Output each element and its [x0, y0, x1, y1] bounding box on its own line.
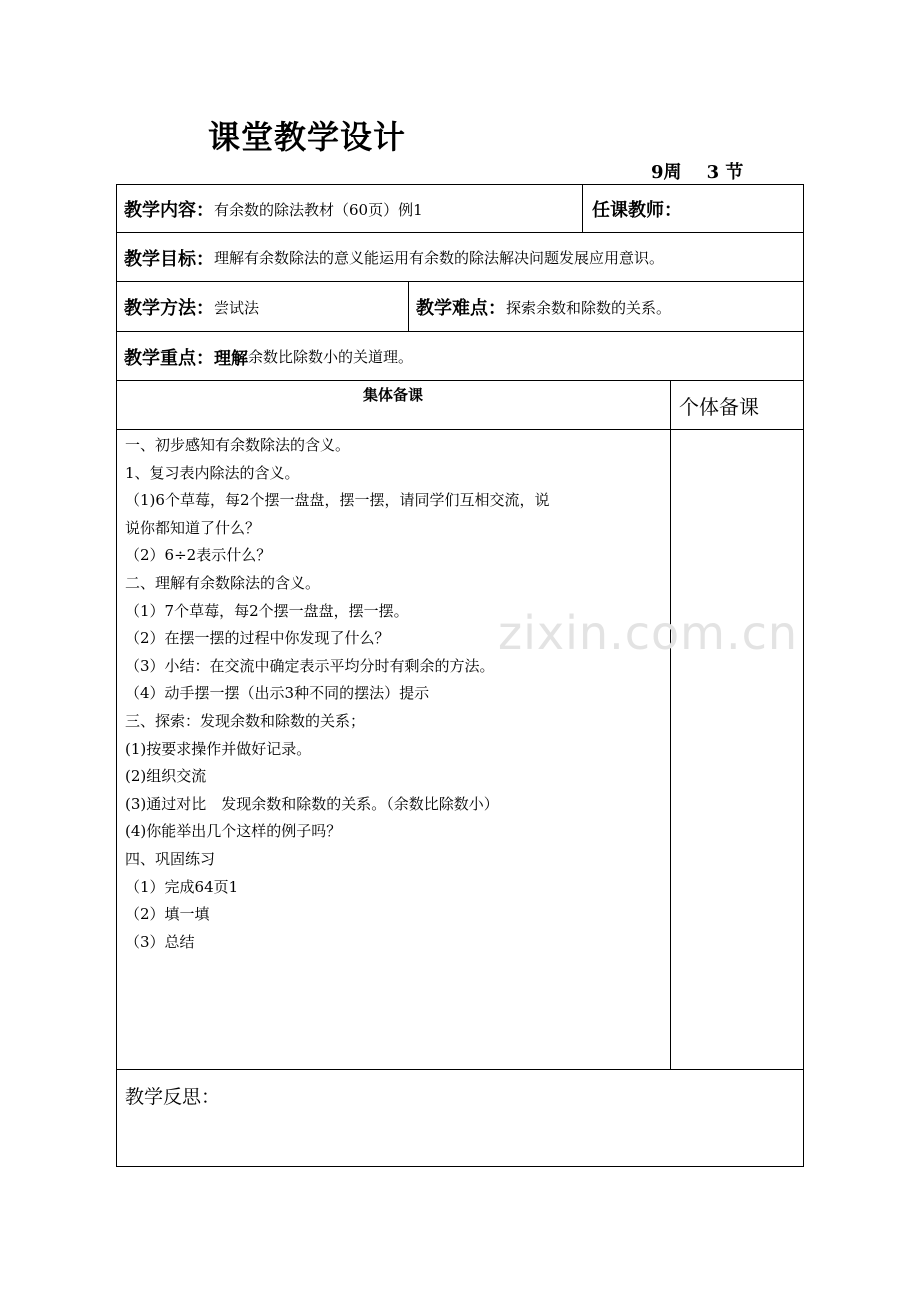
content-label: 教学内容： — [124, 200, 214, 221]
lesson-line: (1)按要求操作并做好记录。 — [125, 739, 312, 758]
table-border-left — [116, 184, 117, 1167]
goal-cell — [124, 233, 664, 282]
lesson-line: (2)组织交流 — [125, 767, 207, 786]
key-point-value: 余数比除数小的关道理。 — [248, 348, 414, 366]
lesson-line: （3）总结 — [125, 932, 195, 951]
method-value: 尝试法 — [214, 298, 260, 317]
lesson-line: 说你都知道了什么？ — [125, 518, 261, 537]
lesson-line: 二、理解有余数除法的含义。 — [125, 573, 321, 592]
lesson-line: 1、复习表内除法的含义。 — [125, 463, 300, 482]
lesson-line: 四、巩固练习 — [125, 849, 216, 868]
key-point-cell — [124, 332, 413, 381]
key-point-bold: 理解 — [214, 349, 248, 369]
lesson-line: （2）6÷2表示什么？ — [125, 546, 272, 565]
lesson-line: 三、探索：发现余数和除数的关系； — [125, 711, 366, 730]
lesson-line: （1）完成64页1 — [125, 877, 239, 896]
lesson-line: （2）在摆一摆的过程中你发现了什么？ — [125, 629, 390, 648]
lesson-line: 一、初步感知有余数除法的含义。 — [125, 436, 351, 454]
lesson-line: (4)你能举出几个这样的例子吗？ — [125, 822, 342, 841]
column-divider — [408, 281, 409, 332]
individual-prep-header: 个体备课 — [679, 395, 759, 419]
watermark: zixin.com.cn — [498, 606, 799, 660]
difficulty-label: 教学难点： — [416, 298, 506, 319]
content-value: 有余数的除法教材（60页）例1 — [214, 200, 423, 219]
lesson-line: （1）7个草莓，每2个摆一盘盘，摆一摆。 — [125, 601, 409, 620]
content-cell — [124, 185, 423, 233]
table-border-right — [803, 184, 804, 1167]
method-label: 教学方法： — [124, 298, 214, 319]
lesson-line: （3）小结：在交流中确定表示平均分时有剩余的方法。 — [125, 656, 495, 675]
lesson-line: （1)6个草莓，每2个摆一盘盘，摆一摆，请同学们互相交流，说 — [125, 491, 550, 510]
row-divider — [116, 429, 804, 430]
reflection-label: 教学反思： — [125, 1086, 221, 1108]
group-prep-header: 集体备课 — [362, 386, 423, 404]
lesson-line: （4）动手摆一摆（出示3种不同的摆法）提示 — [125, 684, 430, 703]
difficulty-cell — [416, 282, 671, 332]
key-point-label: 教学重点： — [124, 347, 214, 369]
page-title: 课堂教学设计 — [208, 118, 407, 156]
column-divider — [582, 184, 583, 233]
goal-value: 理解有余数除法的意义能运用有余数的除法解决问题发展应用意识。 — [214, 249, 665, 267]
difficulty-value: 探索余数和除数的关系。 — [506, 298, 672, 317]
teacher-cell — [592, 185, 682, 233]
goal-label: 教学目标： — [124, 248, 214, 270]
lesson-line: (3)通过对比 发现余数和除数的关系。（余数比除数小） — [125, 794, 499, 813]
row-divider — [116, 1069, 804, 1070]
lesson-line: （2）填一填 — [125, 905, 210, 924]
method-cell — [124, 282, 259, 332]
week-session-line: 9周 3 节 — [651, 162, 744, 183]
lesson-body — [125, 432, 665, 956]
table-border-bottom — [116, 1166, 804, 1167]
column-divider — [670, 380, 671, 1070]
teacher-label: 任课教师： — [592, 200, 682, 221]
